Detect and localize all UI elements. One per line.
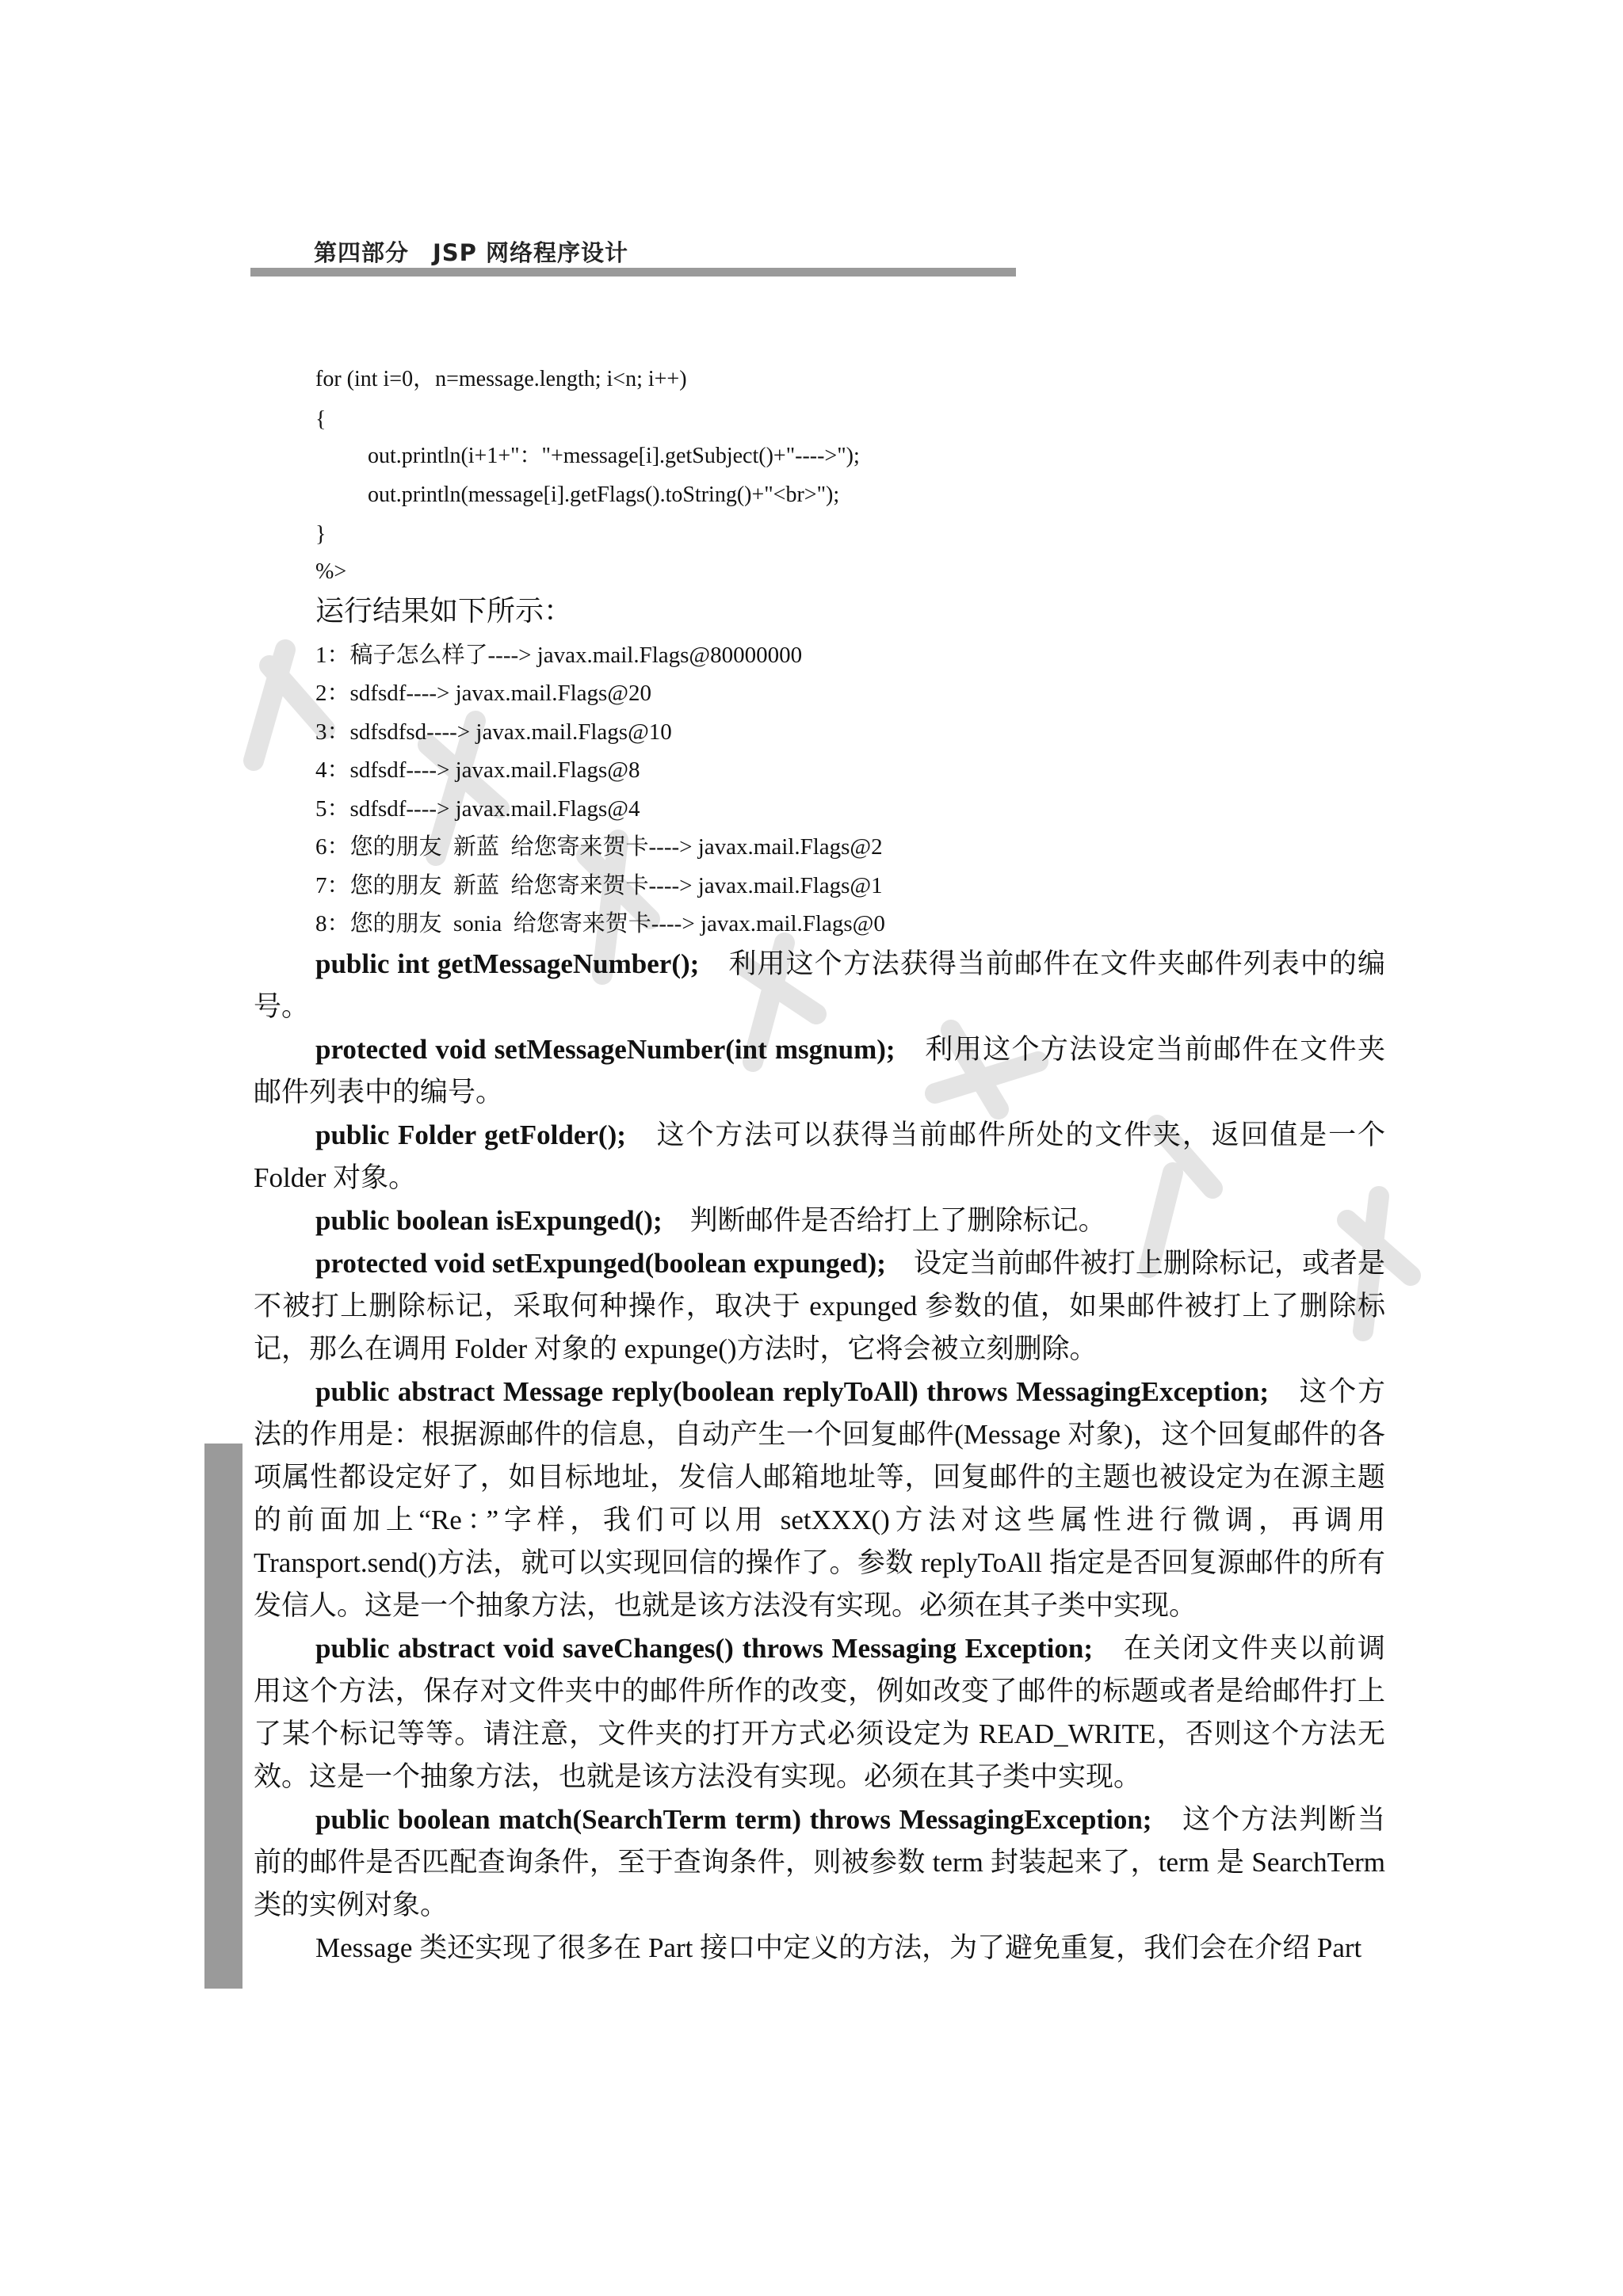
method-signature: protected void setExpunged(boolean expunged);	[315, 1248, 886, 1279]
result-line: 1：稿子怎么样了----> javax.mail.Flags@80000000	[315, 643, 803, 668]
paragraph-get-message-number	[254, 943, 1385, 1028]
result-line: 5：sdfsdf----> javax.mail.Flags@4	[315, 796, 640, 822]
code-line: out.println(i+1+"："+message[i].getSubject()+"---->");	[368, 444, 860, 468]
paragraph-reply	[254, 1371, 1385, 1627]
paragraph-set-expunged	[254, 1242, 1385, 1371]
paragraph-save-changes	[254, 1627, 1385, 1798]
method-signature: public abstract void saveChanges() throws Messaging Exception;	[315, 1633, 1094, 1664]
paragraph-message-class-note	[254, 1927, 1385, 1970]
code-line: %>	[315, 559, 347, 584]
code-line: out.println(message[i].getFlags().toString()+"<br>");	[368, 482, 840, 507]
method-signature: public Folder getFolder();	[315, 1119, 626, 1150]
code-line: {	[315, 407, 327, 432]
header-rule	[250, 268, 1016, 277]
method-description: 判断邮件是否给打上了删除标记。	[662, 1205, 1106, 1236]
result-line: 4：sdfsdf----> javax.mail.Flags@8	[315, 757, 640, 783]
method-description: 在关闭文件夹以前调用这个方法，保存对文件夹中的邮件所作的改变，例如改变了邮件的标题或者是给邮件打上了某个标记等等。请注意，文件夹的打开方式必须设定为 READ_WRITE，否则这个方法无效。这是一个抽象方法，也就是该方法没有实现。必须在其子类中实现。	[254, 1633, 1385, 1792]
method-signature: public int getMessageNumber();	[315, 948, 700, 979]
body-text	[254, 943, 1385, 1970]
method-description: 这个方法的作用是：根据源邮件的信息，自动产生一个回复邮件(Message 对象)，这个回复邮件的各项属性都设定好了，如目标地址，发信人邮箱地址等，回复邮件的主题也被设定为在源主题的前面加上“Re：”字样，我们可以用 setXXX()方法对这些属性进行微调，再调用 Transport.send()方法，就可以实现回信的操作了。参数 replyToAll 指定是否回复源邮件的所有发信人。这是一个抽象方法，也就是该方法没有实现。必须在其子类中实现。	[254, 1376, 1385, 1621]
result-line: 8：您的朋友 sonia 给您寄来贺卡----> javax.mail.Flags@0	[315, 911, 885, 936]
running-header: 第四部分 JSP 网络程序设计	[314, 239, 629, 266]
side-marker-bar	[204, 1444, 242, 1989]
method-signature: public boolean isExpunged();	[315, 1205, 663, 1236]
method-description: 设定当前邮件被打上删除标记，或者是不被打上删除标记，采取何种操作，取决于 expunged 参数的值，如果邮件被打上了删除标记，那么在调用 Folder 对象的 expunge()方法时，它将会被立刻删除。	[254, 1248, 1385, 1364]
result-line: 7：您的朋友 新蓝 给您寄来贺卡----> javax.mail.Flags@1	[315, 873, 883, 898]
method-description: 利用这个方法获得当前邮件在文件夹邮件列表中的编号。	[254, 948, 1385, 1022]
paragraph-set-message-number	[254, 1028, 1385, 1114]
code-line: }	[315, 522, 327, 547]
method-signature: public abstract Message reply(boolean replyToAll) throws MessagingException;	[315, 1376, 1270, 1407]
method-signature: protected void setMessageNumber(int msgnum);	[315, 1034, 896, 1065]
method-description: 这个方法可以获得当前邮件所处的文件夹，返回值是一个 Folder 对象。	[254, 1119, 1385, 1193]
code-line: for (int i=0，n=message.length; i<n; i++)	[315, 367, 687, 391]
result-intro: 运行结果如下所示：	[315, 595, 573, 627]
method-description: Message 类还实现了很多在 Part 接口中定义的方法，为了避免重复，我们会在介绍 Part	[315, 1932, 1362, 1963]
result-line: 2：sdfsdf----> javax.mail.Flags@20	[315, 681, 652, 706]
method-description: 利用这个方法设定当前邮件在文件夹邮件列表中的编号。	[254, 1034, 1385, 1108]
method-description: 这个方法判断当前的邮件是否匹配查询条件，至于查询条件，则被参数 term 封装起来了，term 是 SearchTerm 类的实例对象。	[254, 1804, 1385, 1920]
result-line: 6：您的朋友 新蓝 给您寄来贺卡----> javax.mail.Flags@2	[315, 834, 883, 860]
paragraph-match	[254, 1798, 1385, 1927]
method-signature: public boolean match(SearchTerm term) throws MessagingException;	[315, 1804, 1152, 1835]
paragraph-is-expunged	[254, 1199, 1385, 1242]
paragraph-get-folder	[254, 1114, 1385, 1199]
result-line: 3：sdfsdfsd----> javax.mail.Flags@10	[315, 719, 672, 745]
